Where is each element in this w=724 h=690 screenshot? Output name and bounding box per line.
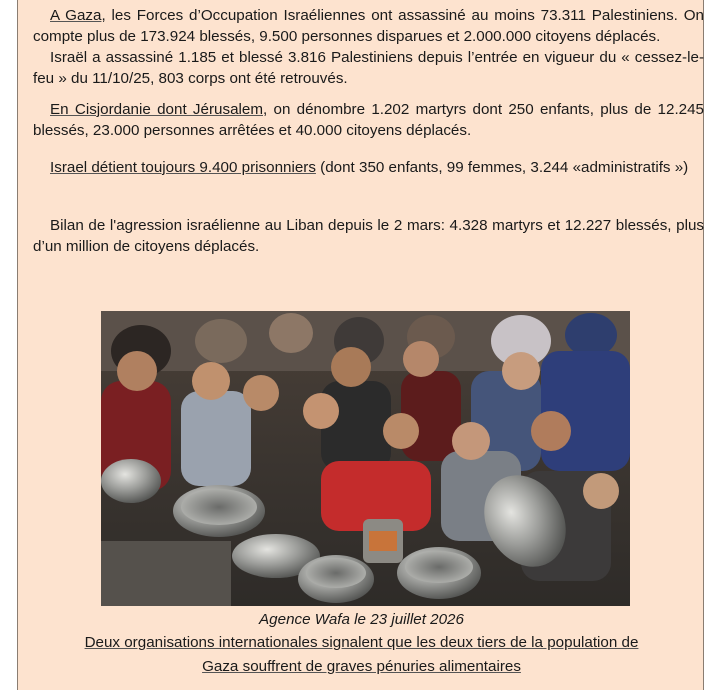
gaza-text: , les Forces d’Occupation Israéliennes ont assassiné au moins 73.311 Palestiniens. On compte plus de 173.924 blessés, 9.500 personnes disparues et 2.000.000 citoyens déplacés. — [33, 7, 704, 45]
article-link-continued[interactable]: Gaza souffrent de graves pénuries alimentaires — [202, 658, 521, 675]
lebanon-paragraph — [33, 215, 704, 257]
lebanon-text: Bilan de l'agression israélienne au Liban depuis le 2 mars: 4.328 martyrs et 12.227 blessés, plus d’un million de citoyens déplacés. — [33, 217, 704, 255]
cisjordanie-link[interactable]: En Cisjordanie dont Jérusalem — [50, 101, 263, 118]
prisoners-paragraph — [33, 157, 704, 178]
article-link[interactable]: Deux organisations internationales signalent que les deux tiers de la population de — [84, 634, 639, 651]
news-panel — [17, 0, 704, 690]
prisoners-link[interactable]: Israel détient toujours 9.400 prisonniers — [50, 159, 316, 176]
gaza-ceasefire-text: Israël a assassiné 1.185 et blessé 3.816 Palestiniens depuis l’entrée en vigueur du « cessez-le-feu » du 11/10/25, 803 corps ont été retrouvés. — [33, 49, 704, 87]
children-food-line-photo — [101, 311, 630, 606]
cisjordanie-text: , on dénombre 1.202 martyrs dont 250 enfants, plus de 12.245 blessés, 23.000 personnes arrêtées et 40.000 citoyens déplacés. — [33, 101, 705, 139]
article-link-line-2[interactable] — [18, 656, 705, 677]
gaza-link[interactable]: A Gaza — [50, 7, 102, 24]
gaza-paragraph — [33, 5, 704, 89]
prisoners-text: (dont 350 enfants, 99 femmes, 3.244 «administratifs ») — [315, 159, 689, 176]
photo-caption: Agence Wafa le 23 juillet 2026 — [259, 611, 464, 628]
cisjordanie-paragraph — [33, 99, 704, 141]
news-photo — [101, 311, 630, 606]
article-link-line-1[interactable] — [18, 632, 705, 653]
